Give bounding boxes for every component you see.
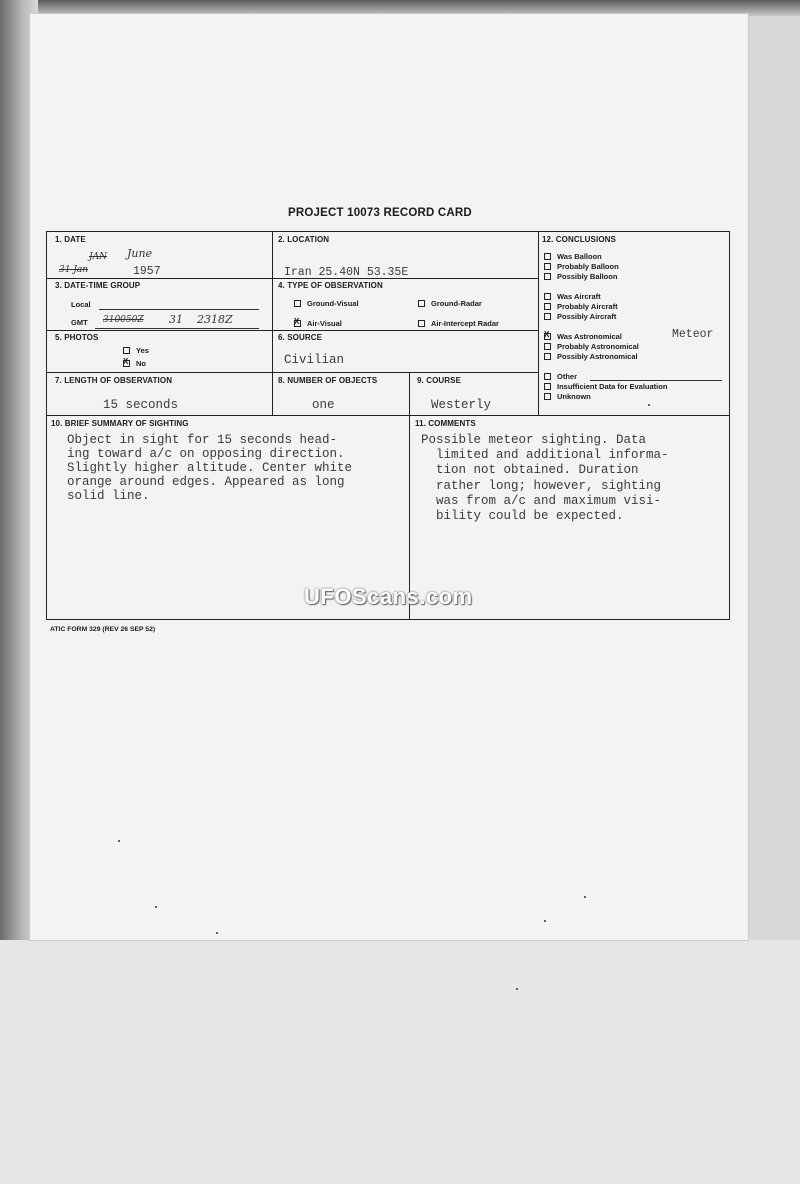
conclusion-possibly-astronomical: Possibly Astronomical [544, 352, 638, 361]
date-struck: 31 Jan [59, 265, 89, 275]
scan-speck [648, 404, 650, 406]
photos-cell [47, 330, 272, 372]
scan-bottom-area [0, 940, 800, 1184]
summary-line: solid line. [67, 489, 150, 503]
date-day-struck: JAN [89, 252, 107, 262]
conclusion-insufficient-data: Insufficient Data for Evaluation [544, 382, 667, 391]
photos-no: X No [123, 356, 146, 368]
card-title: PROJECT 10073 RECORD CARD [288, 207, 472, 219]
conclusion-possibly-aircraft: Possibly Aircraft [544, 312, 616, 321]
comments-line: bility could be expected. [421, 509, 624, 524]
option-ground-radar: Ground-Radar [418, 299, 482, 308]
scan-speck [118, 840, 120, 842]
source-cell [272, 330, 538, 372]
gmt-day: 31 [169, 313, 183, 326]
type-observation-label: 4. TYPE OF OBSERVATION [278, 281, 383, 290]
summary-line: Object in sight for 15 seconds head- [67, 433, 338, 447]
conclusion-was-balloon: Was Balloon [544, 252, 602, 261]
length-value: 15 seconds [103, 398, 179, 412]
comments-line: was from a/c and maximum visi- [421, 493, 662, 508]
conclusion-probably-aircraft: Probably Aircraft [544, 302, 618, 311]
comments-line: tion not obtained. Duration [421, 463, 639, 478]
length-cell [47, 372, 272, 415]
photos-label: 5. PHOTOS [55, 333, 99, 342]
length-label: 7. LENGTH OF OBSERVATION [55, 376, 173, 385]
date-year: 1957 [133, 265, 161, 278]
comments-line: rather long; however, sighting [421, 478, 662, 493]
conclusion-was-astronomical: X Was Astronomical [544, 329, 622, 341]
date-label: 1. DATE [55, 235, 86, 244]
number-label: 8. NUMBER OF OBJECTS [278, 376, 378, 385]
conclusion-was-aircraft: Was Aircraft [544, 292, 601, 301]
scan-speck [516, 988, 518, 990]
conclusion-unknown: Unknown [544, 392, 591, 401]
number-value: one [312, 398, 335, 412]
conclusions-label: 12. CONCLUSIONS [542, 235, 616, 244]
course-value: Westerly [431, 398, 492, 412]
summary-line: ing toward a/c on opposing direction. [67, 447, 345, 461]
location-label: 2. LOCATION [278, 235, 330, 244]
date-month-handwritten: June [127, 247, 153, 260]
source-value: Civilian [284, 353, 345, 367]
gmt-label: GMT [71, 318, 88, 327]
summary-line: orange around edges. Appeared as long [67, 475, 345, 489]
photos-yes: Yes [123, 346, 149, 355]
watermark: UFOScans.com [304, 584, 473, 609]
course-cell [409, 372, 538, 415]
comments-line: limited and additional informa- [421, 448, 669, 463]
number-cell [272, 372, 409, 415]
conclusion-probably-balloon: Probably Balloon [544, 262, 619, 271]
option-air-intercept-radar: Air-Intercept Radar [418, 319, 499, 328]
conclusion-possibly-balloon: Possibly Balloon [544, 272, 617, 281]
option-ground-visual: Ground-Visual [294, 299, 359, 308]
summary-line: Slightly higher altitude. Center white [67, 461, 353, 475]
scan-speck [155, 906, 157, 908]
conclusions-cell [538, 232, 729, 415]
location-value: Iran 25.40N 53.35E [284, 266, 409, 279]
local-label: Local [71, 300, 91, 309]
form-footer: ATIC FORM 329 (REV 26 SEP 52) [50, 626, 156, 633]
comments-label: 11. COMMENTS [415, 419, 476, 428]
scan-speck [216, 932, 218, 934]
option-air-visual: X Air-Visual [294, 316, 342, 328]
conclusion-meteor-note: Meteor [672, 328, 714, 341]
comments-line: Possible meteor sighting. Data [421, 433, 647, 447]
scan-speck [544, 920, 546, 922]
type-of-observation-cell [272, 278, 538, 330]
date-time-group-cell [47, 278, 272, 330]
course-label: 9. COURSE [417, 376, 462, 385]
date-cell [47, 232, 272, 278]
scan-speck [584, 896, 586, 898]
dtg-label: 3. DATE-TIME GROUP [55, 281, 141, 290]
location-cell [272, 232, 538, 278]
source-label: 6. SOURCE [278, 333, 323, 342]
summary-label: 10. BRIEF SUMMARY OF SIGHTING [51, 419, 189, 428]
gmt-struck: 310050Z [103, 315, 144, 325]
record-card-form [46, 231, 730, 620]
conclusion-other: Other [544, 372, 577, 381]
gmt-time-handwritten: 2318Z [197, 313, 233, 326]
conclusion-probably-astronomical: Probably Astronomical [544, 342, 639, 351]
